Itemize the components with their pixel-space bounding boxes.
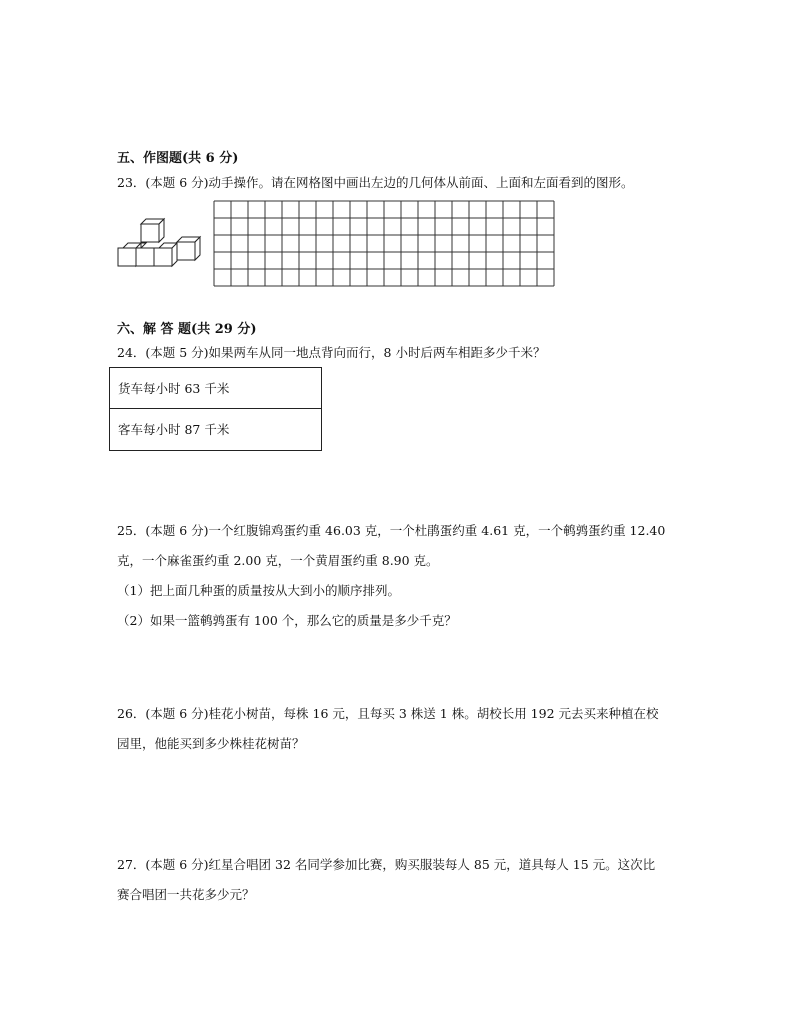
drawing-grid [213, 200, 561, 288]
question-25-line1: 25．(本题 6 分)一个红腹锦鸡蛋约重 46.03 克，一个杜鹃蛋约重 4.61 克，一个鹌鹑蛋约重 12.40 [117, 523, 666, 538]
section-5-title: 五、作图题(共 6 分) [117, 151, 239, 166]
question-24: 24．(本题 5 分)如果两车从同一地点背向而行，8 小时后两车相距多少千米？ [117, 345, 546, 360]
table-row: 客车每小时 87 千米 [118, 422, 230, 437]
question-26-line2: 园里，他能买到多少株桂花树苗？ [117, 736, 305, 751]
table-row: 货车每小时 63 千米 [110, 368, 321, 409]
info-table [109, 367, 322, 451]
section-6-title: 六、解 答 题(共 29 分) [117, 322, 257, 337]
cube-figure [114, 216, 206, 272]
question-27-line2: 赛合唱团一共花多少元？ [117, 887, 255, 902]
question-27-line1: 27．(本题 6 分)红星合唱团 32 名同学参加比赛，购买服装每人 85 元，道具每人 15 元。这次比 [117, 857, 656, 872]
question-25-sub2: （2）如果一篮鹌鹑蛋有 100 个，那么它的质量是多少千克？ [117, 613, 457, 628]
question-23: 23．(本题 6 分)动手操作。请在网格图中画出左边的几何体从前面、上面和左面看到的图形。 [117, 175, 634, 190]
question-25-sub1: （1）把上面几种蛋的质量按从大到小的顺序排列。 [117, 583, 400, 598]
question-26-line1: 26．(本题 6 分)桂花小树苗，每株 16 元，且每买 3 株送 1 株。胡校长用 192 元去买来种植在校 [117, 706, 659, 721]
question-25-line2: 克，一个麻雀蛋约重 2.00 克，一个黄眉蛋约重 8.90 克。 [117, 553, 439, 568]
